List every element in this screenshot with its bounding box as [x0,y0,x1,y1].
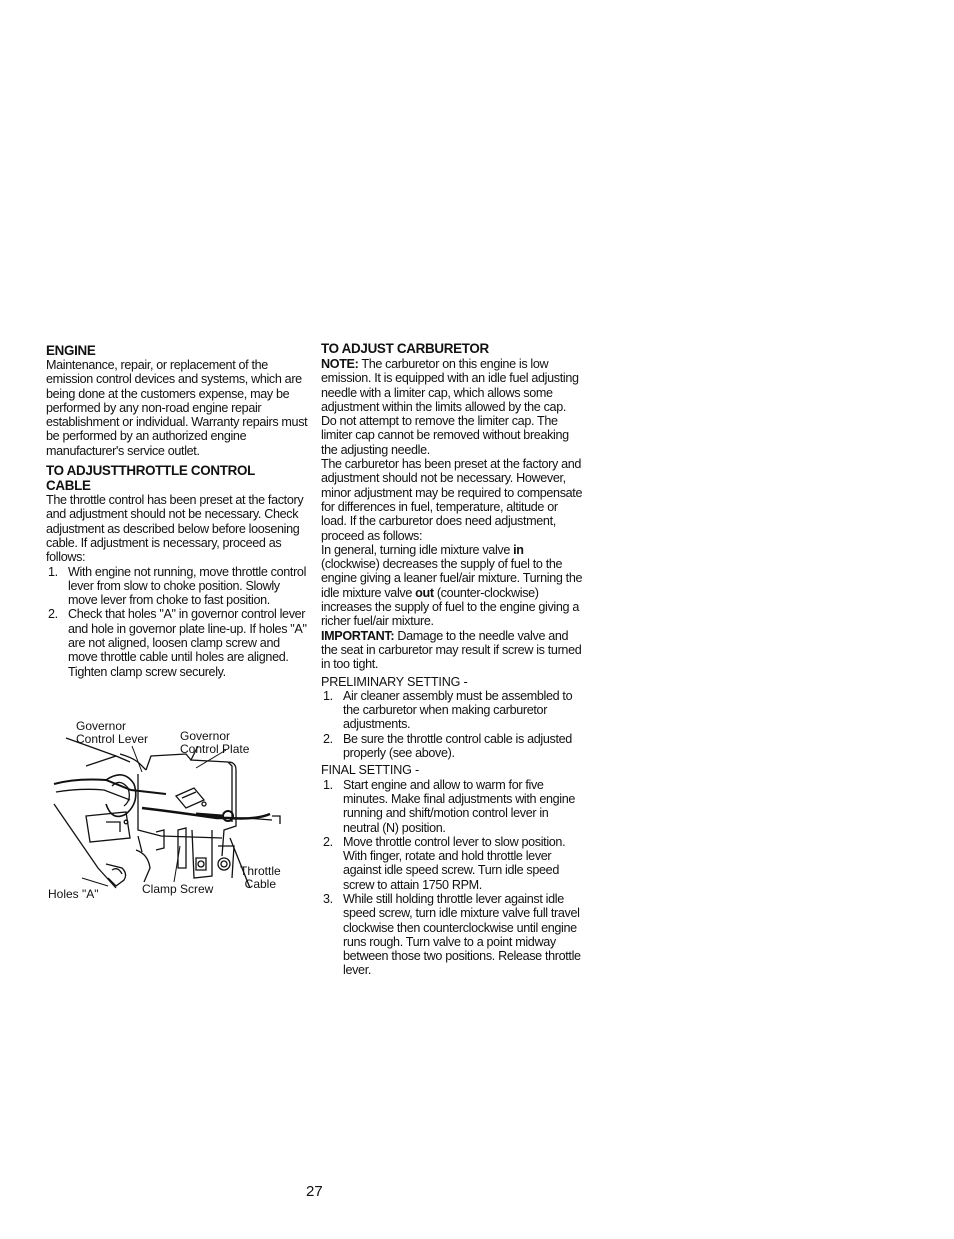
throttle-diagram [46,718,308,903]
general-paragraph: In general, turning idle mixture valve in (clockwise) decreases the supply of fuel to the engine giving a leaner fuel/air mixture. Turning the idle mixture valve out (counter-clockwise) increases the supply of fuel to the engine giving a richer fuel/air mixture. [321,542,583,629]
carburetor-heading: TO ADJUST CARBURETOR [321,341,489,356]
final-setting-label: FINAL SETTING - [321,763,419,778]
list-item: 2. Move throttle control lever to slow position. With finger, rotate and hold throttle lever against idle speed screw. Turn idle speed screw to attain 1750 RPM. [323,834,566,892]
throttle-intro: The throttle control has been preset at the factory and adjustment should not be necessary. Check adjustment as described below before loosening cable. If adjustment is necessary, proceed as follows: [46,493,304,565]
holes-label: Holes "A" [48,887,99,901]
preset-paragraph: The carburetor has been preset at the factory and adjustment should not be necessary. However, minor adjustment may be required to compensate for differences in fuel, temperature, altitude or load. If the carburetor does need adjustment, proceed as follows: [321,457,583,543]
governor-plate-label: Governor Control Plate [180,729,250,756]
left-column [46,343,308,679]
note-label: NOTE: [321,357,359,371]
list-item: 2. Be sure the throttle control cable is adjusted properly (see above). [323,731,572,761]
list-item: 3. While still holding throttle lever against idle speed screw, turn idle mixture valve full travel clockwise then counterclockwise until engine runs rough. Turn valve to a point midway between those two positions. Release throttle lever. [323,891,581,978]
governor-lever-label: Governor Control Lever [76,719,149,746]
throttle-heading: TO ADJUSTTHROTTLE CONTROL CABLE [46,463,255,494]
throttle-steps [46,565,308,679]
throttle-cable-label: Throttle Cable [240,864,281,891]
right-column [321,341,583,978]
list-item: 1. Air cleaner assembly must be assembled to the carburetor when making carburetor adjustments. [323,688,573,732]
preliminary-steps [321,689,583,760]
note-paragraph: NOTE: The carburetor on this engine is low emission. It is equipped with an idle fuel adjusting needle with a limiter cap, which allows some adjustment within the limits allowed by the cap. Do not attempt to remove the limiter cap. The limiter cap cannot be removed without breaking the adjusting needle. [321,357,579,457]
preliminary-setting-label: PRELIMINARY SETTING - [321,674,468,689]
clamp-screw-label: Clamp Screw [142,882,214,896]
important-label: IMPORTANT: [321,628,395,643]
list-item: 1. Start engine and allow to warm for five minutes. Make final adjustments with engine running and shift/motion control lever in neutral (N) position. [323,777,576,835]
page-number: 27 [306,1183,323,1200]
engine-body: Maintenance, repair, or replacement of the emission control devices and systems, which are being done at the customers expense, may be performed by any non-road engine repair establishment or individual. Warranty repairs must be performed by an authorized engine manufacturer's service outlet. [46,358,308,458]
list-item: 2. Check that holes "A" in governor control lever and hole in governor plate line-up. If holes "A" are not aligned, loosen clamp screw and move throttle cable until holes are aligned. Tighten clamp screw securely. [48,607,307,679]
engine-heading: ENGINE [46,343,96,358]
important-paragraph: IMPORTANT: Damage to the needle valve and the seat in carburetor may result if screw is turned in too tight. [321,628,582,672]
list-item: 1. With engine not running, move throttle control lever from slow to choke position. Slowly move lever from choke to fast position. [48,564,307,608]
final-steps [321,778,583,978]
